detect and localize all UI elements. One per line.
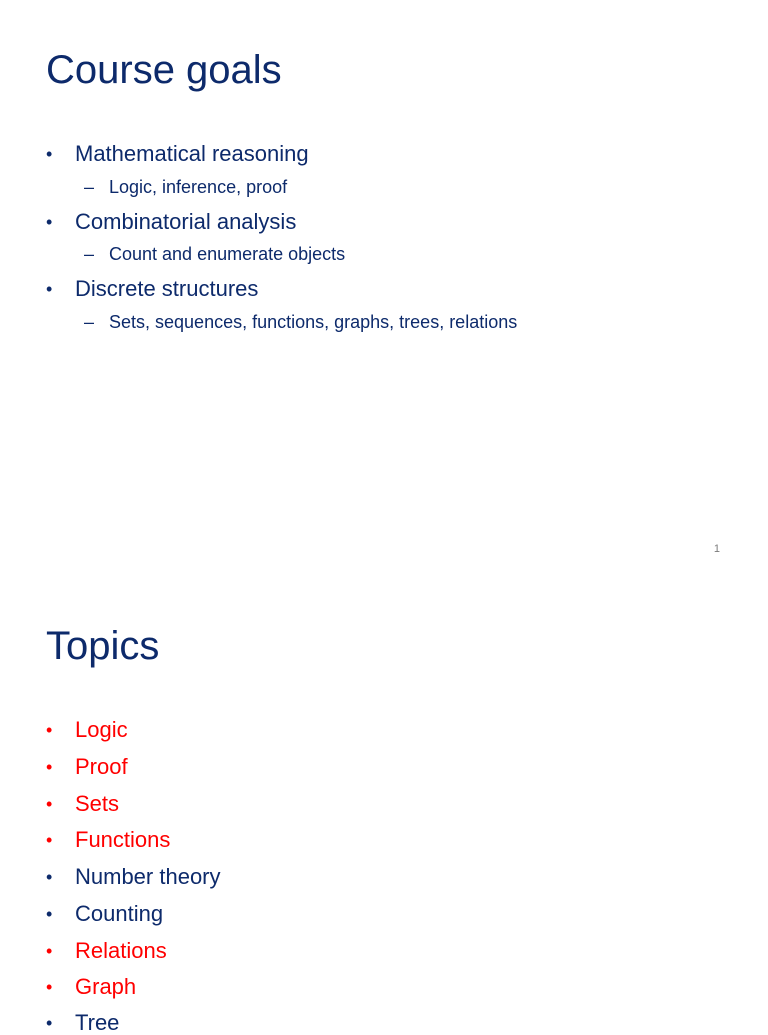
bullet-icon: • [46,794,53,814]
bullet-icon: • [46,1013,53,1033]
bullet-label: Discrete structures [75,276,259,301]
dash-icon: – [84,312,95,332]
topic-label: Graph [75,974,137,999]
sub-bullet-label: Count and enumerate objects [109,244,346,264]
bullet-icon: • [46,757,53,777]
bullet-item [46,211,296,233]
topic-label: Counting [75,901,164,926]
bullet-icon: • [46,977,53,997]
topic-label: Sets [75,791,120,816]
topic-item [46,976,136,998]
bullet-icon: • [46,867,53,887]
bullet-item [46,278,258,300]
slide-title: Course goals [46,48,282,92]
dash-icon: – [84,177,95,197]
topic-item [46,719,128,741]
dash-icon: – [84,244,95,264]
topic-label: Relations [75,938,167,963]
bullet-label: Combinatorial analysis [75,209,297,234]
bullet-icon: • [46,720,53,740]
topic-item [46,756,128,778]
sub-bullet-item [84,313,517,331]
bullet-icon: • [46,830,53,850]
topic-item [46,866,221,888]
topic-item [46,829,170,851]
slide-title: Topics [46,624,160,668]
topic-label: Functions [75,827,171,852]
bullet-label: Mathematical reasoning [75,141,309,166]
sub-bullet-label: Sets, sequences, functions, graphs, trees, relations [109,312,518,332]
bullet-icon: • [46,904,53,924]
topic-item [46,1012,119,1034]
topic-item [46,793,119,815]
sub-bullet-label: Logic, inference, proof [109,177,288,197]
topic-label: Number theory [75,864,221,889]
topic-label: Tree [75,1010,120,1035]
page-number: 1 [713,543,720,555]
topic-label: Logic [75,717,128,742]
topic-item [46,940,167,962]
bullet-icon: • [46,941,53,961]
topic-item [46,903,163,925]
bullet-icon: • [46,144,53,164]
topic-label: Proof [75,754,128,779]
sub-bullet-item [84,245,345,263]
bullet-item [46,143,309,165]
bullet-icon: • [46,279,53,299]
sub-bullet-item [84,178,287,196]
slide-topics [0,576,768,1035]
bullet-icon: • [46,212,53,232]
